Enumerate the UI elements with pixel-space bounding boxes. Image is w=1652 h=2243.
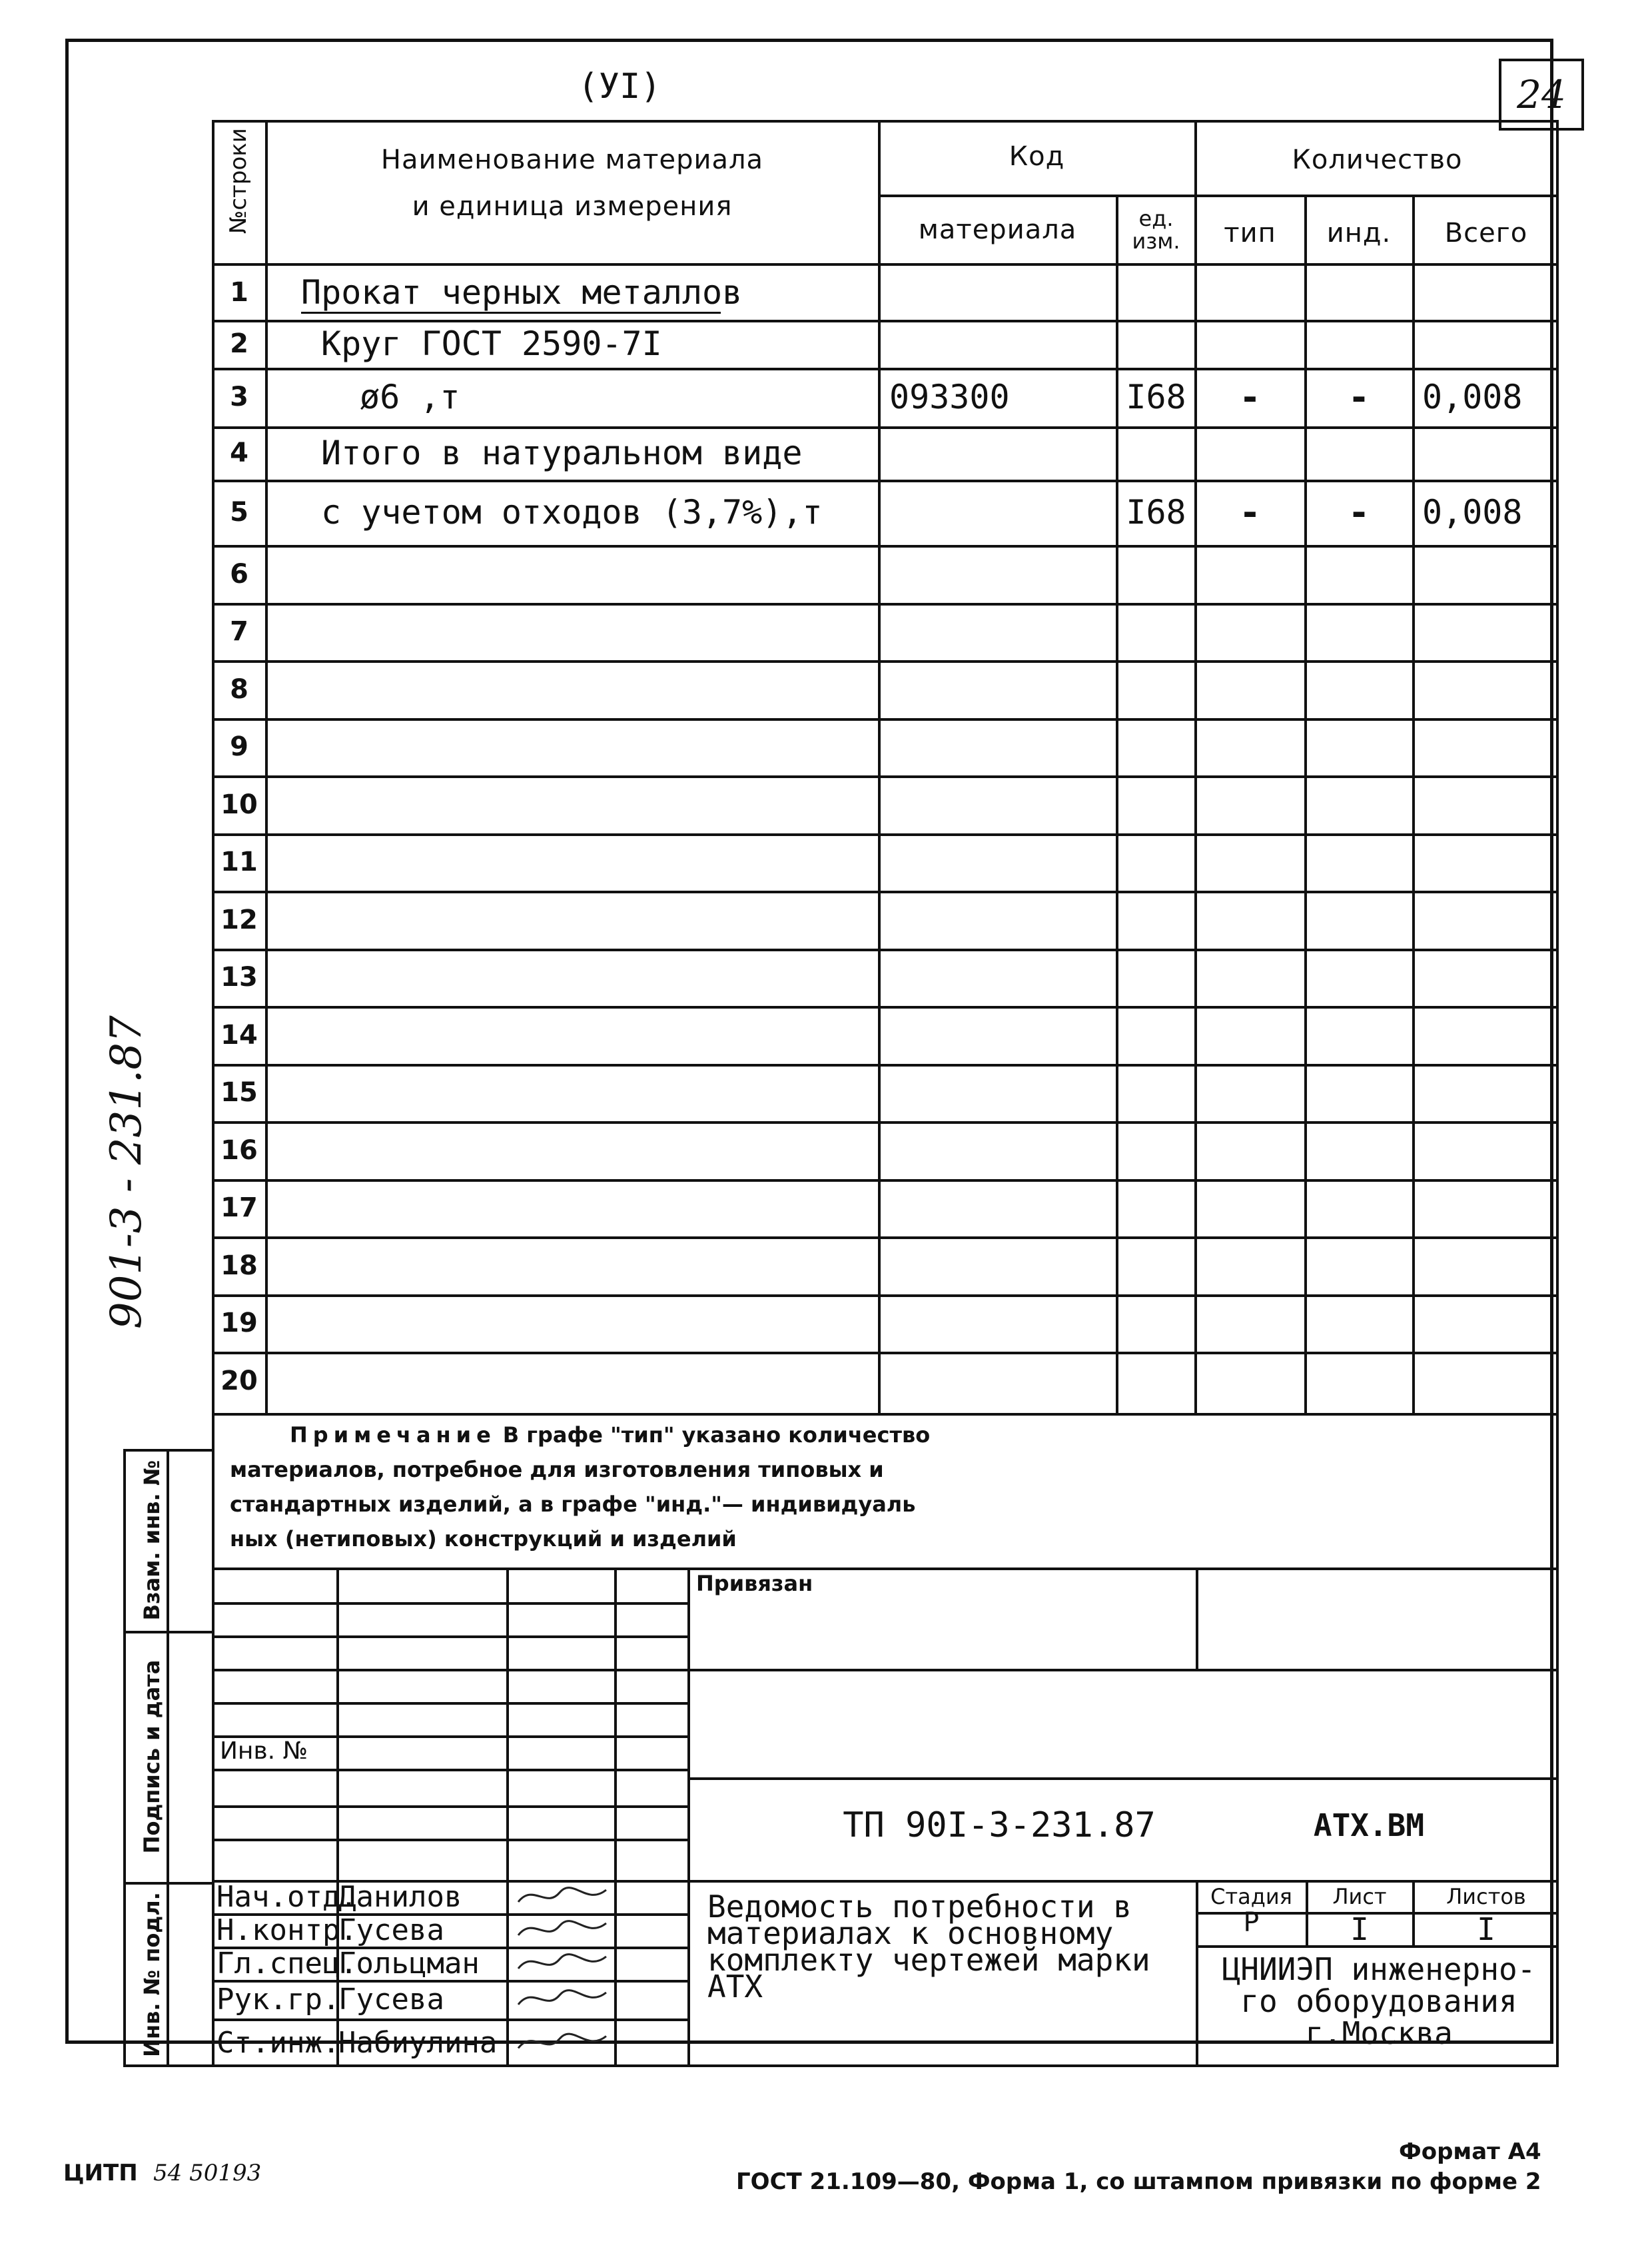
material-name <box>321 949 878 1006</box>
note-line2: материалов, потребное для изготовления типовых и <box>230 1457 884 1482</box>
qty-ind: - <box>1348 491 1370 534</box>
material-name: Круг ГОСТ 2590-7I <box>321 324 662 363</box>
side-document-code: 901-3 - 231.87 <box>102 1015 151 1329</box>
qty-ind <box>1306 1352 1412 1410</box>
material-code <box>889 545 1116 603</box>
side-label-replace-inv: Взам. инв. № <box>139 1460 165 1621</box>
header-code-material: материала <box>918 215 1077 245</box>
footer-left-number: 54 50193 <box>153 2160 262 2186</box>
row-number: 4 <box>230 438 248 468</box>
qty-total <box>1422 1352 1559 1410</box>
stage-value: Р <box>1243 1907 1260 1938</box>
material-code <box>889 1064 1116 1121</box>
qty-type <box>1196 1064 1304 1121</box>
unit-code <box>1118 891 1194 949</box>
material-code <box>889 660 1116 718</box>
material-code <box>889 1121 1116 1179</box>
side-label-inv-original: Инв. № подл. <box>139 1892 165 2057</box>
signature-scribble <box>513 1880 613 1913</box>
unit-code <box>1118 833 1194 891</box>
signature-scribble <box>513 1980 613 2019</box>
row-number: 3 <box>230 382 248 412</box>
unit-code <box>1118 660 1194 718</box>
qty-type <box>1196 949 1304 1006</box>
qty-ind <box>1306 320 1412 368</box>
qty-ind <box>1306 545 1412 603</box>
qty-total <box>1422 891 1559 949</box>
qty-ind <box>1306 1294 1412 1352</box>
header-qty-total: Всего <box>1444 218 1528 248</box>
qty-ind <box>1306 603 1412 660</box>
signatory-role: Нач.отд. <box>216 1879 358 1914</box>
material-code <box>889 265 1116 320</box>
row-number: 17 <box>220 1192 258 1223</box>
qty-total <box>1422 1294 1559 1352</box>
qty-ind: - <box>1348 376 1370 418</box>
qty-type <box>1196 545 1304 603</box>
qty-type <box>1196 426 1304 480</box>
material-name: Прокат черных металлов <box>301 273 743 312</box>
qty-type <box>1196 1352 1304 1410</box>
side-label-signature-date: Подпись и дата <box>139 1659 165 1854</box>
row-number: 16 <box>220 1134 258 1166</box>
note-line3: стандартных изделий, а в графе "инд."— индивидуаль <box>230 1492 916 1517</box>
sheets-value: I <box>1477 1911 1495 1947</box>
row-number: 6 <box>230 558 248 590</box>
material-name: ø6 ,т <box>360 378 460 416</box>
unit-code <box>1118 949 1194 1006</box>
qty-total <box>1422 1006 1559 1064</box>
qty-total <box>1422 718 1559 775</box>
organization <box>1199 1953 1559 2049</box>
unit-code <box>1118 603 1194 660</box>
doc-code: ТП 90I-3-231.87 <box>843 1805 1156 1845</box>
material-name <box>321 718 878 775</box>
title-line2: материалах к основному <box>707 1915 1114 1951</box>
material-code <box>889 775 1116 833</box>
sheet-title <box>707 1891 1187 2003</box>
material-name <box>321 1006 878 1064</box>
material-name: Итого в натуральном виде <box>321 434 803 472</box>
unit-code <box>1118 1236 1194 1294</box>
unit-code <box>1118 426 1194 480</box>
stage-label: Стадия <box>1210 1884 1292 1909</box>
doc-mark: АТХ.ВМ <box>1313 1807 1425 1843</box>
qty-type <box>1196 775 1304 833</box>
row-number: 11 <box>220 847 258 877</box>
qty-total <box>1422 949 1559 1006</box>
qty-total <box>1422 265 1559 320</box>
signatory-name: Гусева <box>338 1982 444 2017</box>
material-code <box>889 1294 1116 1352</box>
material-code <box>889 1236 1116 1294</box>
qty-total <box>1422 660 1559 718</box>
qty-total <box>1422 833 1559 891</box>
row-number: 1 <box>230 277 248 308</box>
row-number: 7 <box>230 616 248 647</box>
qty-total <box>1422 545 1559 603</box>
row-number: 14 <box>220 1019 258 1051</box>
material-code <box>889 833 1116 891</box>
unit-code <box>1118 320 1194 368</box>
row-number: 15 <box>220 1077 258 1108</box>
qty-ind <box>1306 660 1412 718</box>
header-code-unit: ед. изм. <box>1132 206 1180 254</box>
qty-total: 0,008 <box>1422 493 1523 532</box>
footer-format: Формат А4 <box>1399 2138 1541 2165</box>
material-name <box>321 833 878 891</box>
qty-type <box>1196 603 1304 660</box>
material-name <box>321 1179 878 1236</box>
title-line1: Ведомость потребности в <box>707 1889 1132 1925</box>
unit-code <box>1118 1179 1194 1236</box>
row-number: 5 <box>230 497 248 528</box>
qty-total <box>1422 1064 1559 1121</box>
qty-ind <box>1306 1064 1412 1121</box>
unit-code <box>1118 1294 1194 1352</box>
material-code: 093300 <box>889 378 1010 416</box>
org-line2: го оборудования <box>1240 1983 1517 2019</box>
qty-type <box>1196 320 1304 368</box>
header-qty-ind: инд. <box>1326 218 1392 248</box>
material-name <box>321 1352 878 1410</box>
section-label: (УI) <box>578 67 661 107</box>
qty-ind <box>1306 891 1412 949</box>
signatory-name: Гусева <box>338 1913 444 1947</box>
material-code <box>889 1352 1116 1410</box>
row-number: 13 <box>220 962 258 993</box>
sheet-label: Лист <box>1332 1884 1387 1909</box>
signature-scribble <box>513 1947 613 1980</box>
unit-code <box>1118 545 1194 603</box>
signature-scribble <box>513 2019 613 2067</box>
unit-code: I68 <box>1126 378 1186 416</box>
title-line3: комплекту чертежей марки <box>707 1942 1150 1978</box>
qty-total <box>1422 1121 1559 1179</box>
header-row-no: №строки <box>225 128 252 234</box>
material-name <box>321 1236 878 1294</box>
unit-code <box>1118 1006 1194 1064</box>
sheets-label: Листов <box>1446 1884 1526 1909</box>
org-line3: г.Москва <box>1305 2015 1453 2051</box>
qty-ind <box>1306 1121 1412 1179</box>
qty-total <box>1422 426 1559 480</box>
signatory-role: Гл.спец. <box>216 1946 358 1981</box>
material-name <box>321 545 878 603</box>
page-number: 24 <box>1517 72 1566 117</box>
note-title: Примечание <box>290 1422 496 1448</box>
material-name <box>321 1121 878 1179</box>
qty-type <box>1196 1294 1304 1352</box>
qty-ind <box>1306 1006 1412 1064</box>
qty-ind <box>1306 426 1412 480</box>
signatory-name: Данилов <box>338 1879 462 1914</box>
title-line4: АТХ <box>707 1969 763 2005</box>
row-number: 12 <box>220 904 258 935</box>
qty-type <box>1196 891 1304 949</box>
qty-type <box>1196 1006 1304 1064</box>
material-name <box>321 603 878 660</box>
material-name <box>321 1294 878 1352</box>
material-code <box>889 480 1116 545</box>
material-code <box>889 320 1116 368</box>
material-code <box>889 718 1116 775</box>
qty-type <box>1196 1236 1304 1294</box>
material-code <box>889 1006 1116 1064</box>
material-code <box>889 949 1116 1006</box>
qty-ind <box>1306 265 1412 320</box>
qty-total <box>1422 603 1559 660</box>
note-line1: В графе "тип" указано количество <box>502 1422 931 1448</box>
row-number: 20 <box>220 1365 258 1396</box>
material-code <box>889 891 1116 949</box>
qty-type <box>1196 265 1304 320</box>
row-number: 10 <box>220 789 258 820</box>
qty-type <box>1196 1179 1304 1236</box>
unit-code <box>1118 1121 1194 1179</box>
header-code: Код <box>1009 141 1065 172</box>
signatory-role: Ст.инж. <box>216 2026 340 2060</box>
qty-type: - <box>1239 376 1261 418</box>
qty-type <box>1196 718 1304 775</box>
signatory-name: Набиулина <box>338 2026 498 2060</box>
row-number: 2 <box>230 328 248 359</box>
qty-total: 0,008 <box>1422 378 1523 416</box>
signatory-role: Н.контр. <box>216 1913 358 1947</box>
signature-scribble <box>513 1913 613 1947</box>
qty-ind <box>1306 949 1412 1006</box>
attached-label: Привязан <box>696 1571 813 1596</box>
qty-ind <box>1306 1179 1412 1236</box>
header-qty-type: тип <box>1224 218 1276 248</box>
qty-ind <box>1306 1236 1412 1294</box>
note-text <box>230 1418 1362 1556</box>
unit-code <box>1118 775 1194 833</box>
row-number: 18 <box>220 1250 258 1281</box>
unit-code <box>1118 265 1194 320</box>
material-code <box>889 426 1116 480</box>
unit-code <box>1118 1064 1194 1121</box>
qty-total <box>1422 320 1559 368</box>
signatory-name: Гольцман <box>338 1946 480 1981</box>
row-number: 9 <box>230 731 248 762</box>
org-line1: ЦНИИЭП инженерно- <box>1222 1951 1536 1987</box>
footer-gost: ГОСТ 21.109—80, Форма 1, со штампом привязки по форме 2 <box>736 2168 1541 2195</box>
header-quantity: Количество <box>1292 145 1463 175</box>
header-name-line1: Наименование материала <box>380 145 764 175</box>
qty-type <box>1196 1121 1304 1179</box>
unit-code: I68 <box>1126 493 1186 532</box>
row-number: 8 <box>230 673 248 705</box>
qty-ind <box>1306 718 1412 775</box>
qty-type <box>1196 660 1304 718</box>
material-code <box>889 603 1116 660</box>
qty-type: - <box>1239 491 1261 534</box>
qty-total <box>1422 775 1559 833</box>
material-name <box>321 775 878 833</box>
qty-ind <box>1306 833 1412 891</box>
signatory-role: Рук.гр. <box>216 1982 340 2017</box>
material-name <box>321 1064 878 1121</box>
material-code <box>889 1179 1116 1236</box>
qty-total <box>1422 1179 1559 1236</box>
inv-no-label: Инв. № <box>220 1737 308 1765</box>
footer-left-code: ЦИТП <box>63 2160 138 2186</box>
note-line4: ных (нетиповых) конструкций и изделий <box>230 1526 737 1552</box>
sheet-value: I <box>1350 1911 1369 1947</box>
material-name <box>321 660 878 718</box>
unit-code <box>1118 1352 1194 1410</box>
material-name: с учетом отходов (3,7%),т <box>321 493 823 532</box>
unit-code <box>1118 718 1194 775</box>
qty-type <box>1196 833 1304 891</box>
header-name-line2: и единица измерения <box>412 191 733 222</box>
material-name <box>321 891 878 949</box>
row-number: 19 <box>220 1308 258 1338</box>
qty-total <box>1422 1236 1559 1294</box>
qty-ind <box>1306 775 1412 833</box>
